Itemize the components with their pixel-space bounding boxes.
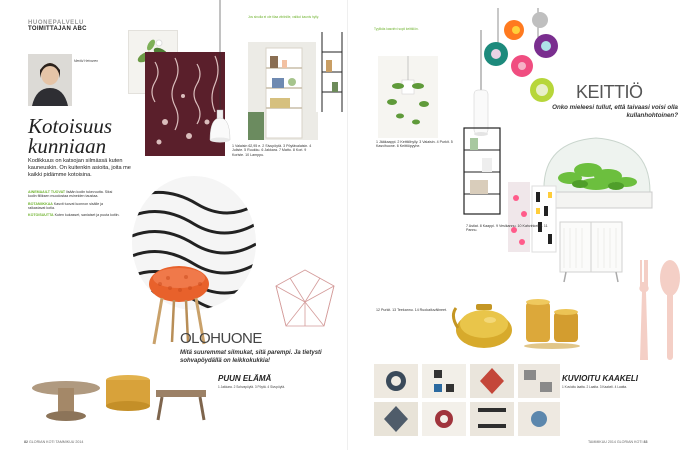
section-tagline-keittio: Onko mieleesi tullut, että taivaasi voisi olla kullanhohtoinen? bbox=[552, 104, 678, 119]
puun-list: 1 Jakkara. 2 Sohvapöytä. 3 Pöytä. 4 Sivupöytä. bbox=[218, 385, 285, 389]
pink-utensils bbox=[626, 256, 690, 364]
body-text-2: Kasvit tuovat luonnon sisälle ja raikastavat kotia. bbox=[28, 201, 104, 210]
left-folio: GLORIAN KOTI TAMMIKUU 2014 bbox=[29, 440, 84, 444]
page-headline: Kotoisuus bbox=[28, 114, 113, 138]
room-shelf-photo bbox=[248, 42, 318, 140]
body-text-3: Kuten kukasset, saniaiset ja puuta kotiin. bbox=[54, 213, 120, 218]
kitchen-rack-photo bbox=[460, 122, 504, 218]
gold-canisters bbox=[522, 294, 584, 350]
section-title-keittio: KEITTIÖ bbox=[576, 82, 643, 102]
body-lead-2: BOTANIIKKAA bbox=[28, 201, 53, 206]
editor-portrait bbox=[28, 54, 72, 106]
section-tagline-olohuone: Mitä suuremmat silmukat, sitä parempi. Ja tietysti sohvapöydällä on leikkokukkia! bbox=[180, 350, 322, 364]
cement-tiles bbox=[374, 364, 560, 436]
gutter bbox=[347, 0, 348, 450]
page-headline-2: kunniaan bbox=[28, 134, 107, 158]
left-page-number: 82 bbox=[24, 440, 28, 444]
product-list-left: 1 Valaisin 62,95 e. 2 Sivupöytä. 3 Pöytävalaisin. 4 Juliste. 5 Ruukku. 6 Jakkara. 7 Matto. 8 Kori. 9 Koriste. 10 Lamppu. bbox=[232, 144, 312, 157]
product-list-middle: 7 Astiat. 8 Kaappi. 9 Vesikannu. 10 Kahvinkeitin. 11 Pannu. bbox=[466, 224, 548, 233]
tea-towels-photo bbox=[504, 178, 560, 256]
coffee-tables bbox=[28, 372, 208, 430]
section-title-olohuone: OLOHUONE bbox=[180, 330, 262, 347]
section-title-kaakeli: KUVIOITU KAAKELI bbox=[562, 374, 638, 383]
intro-text: Kodikkuus on katsojan silmässä kuten kauneuskin. On kuitenkin asioita, joita me kaikki pidämme kotoisina. bbox=[28, 158, 131, 178]
body-lead-3: KOTOISUUTTA bbox=[28, 213, 54, 218]
column-subtitle: TOIMITTAJAN ABC bbox=[28, 26, 87, 32]
right-page-number: 83 bbox=[643, 440, 648, 444]
right-top-caption: Tyylikäs kasvirivi sopii keittiöön. bbox=[374, 27, 419, 31]
section-title-puun: PUUN ELÄMÄ bbox=[218, 374, 272, 383]
black-shelf-photo bbox=[316, 32, 348, 112]
body-text-1: lisään kodin tukevuutta. Siksi kodin fiiliksen muodostaa esineiden taustaa. bbox=[28, 190, 113, 199]
column-kicker: HUONEPALVELU bbox=[28, 20, 84, 26]
body-lead-1: AINEMAAILT TUOVAT bbox=[28, 190, 66, 194]
pendant-lamp bbox=[205, 0, 235, 180]
product-list-right: 1 Jääkaappi. 2 Keittiöhylly. 3 Valaisin. 4 Purkit. 5 Kasvihuone. 6 Keittiöpyyhe. bbox=[376, 140, 453, 149]
kaakeli-list: 1 Kuvioitu laatta. 2 Laatta. 3 Kaakeli. 4 Laatta. bbox=[562, 385, 628, 389]
right-folio: TAMMIKUU 2014 GLORIAN KOTI bbox=[588, 440, 643, 444]
color-discs bbox=[476, 8, 566, 108]
product-list-lower: 12 Purkit. 13 Teekannu. 14 Ruokailuvälineet. bbox=[376, 308, 448, 312]
white-cabinet-photo bbox=[556, 218, 626, 284]
right-page bbox=[348, 0, 696, 450]
wire-basket bbox=[270, 268, 340, 330]
gold-kettle bbox=[450, 290, 520, 350]
hanging-plant-photo bbox=[378, 56, 438, 138]
editor-caption: Merkki Heinonen bbox=[74, 59, 98, 63]
top-caption: Jos sinulla ei ole tilaa vitriinille, valikoi kaunis hylly. bbox=[248, 15, 319, 19]
